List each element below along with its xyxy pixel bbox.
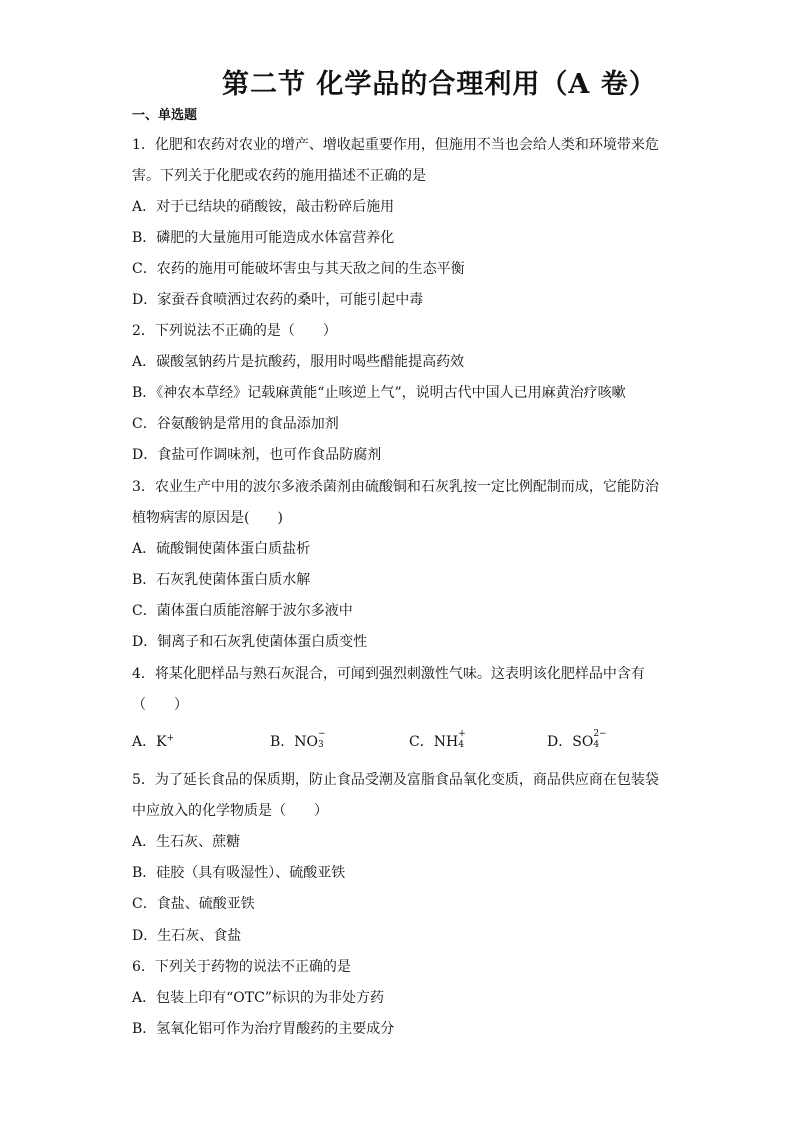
text-line: 3．农业生产中用的波尔多液杀菌剂由硫酸铜和石灰乳按一定比例配制而成，它能防治 [132, 479, 659, 495]
text-line: 植物病害的原因是( ) [132, 510, 283, 526]
text-line: 害。下列关于化肥或农药的施用描述不正确的是 [132, 168, 426, 184]
text-line: 1．化肥和农药对农业的增产、增收起重要作用，但施用不当也会给人类和环境带来危 [132, 137, 659, 153]
option-line: B．氢氧化铝可作为治疗胃酸药的主要成分 [132, 1021, 395, 1037]
option-line: A．硫酸铜使菌体蛋白质盐析 [132, 541, 311, 557]
option-line: D．铜离子和石灰乳使菌体蛋白质变性 [132, 634, 368, 650]
text-line: 中应放入的化学物质是（ ） [132, 803, 328, 819]
q4-option-b: B．NO − 3 [270, 729, 326, 750]
q4-option-c: C．NH + 4 [409, 729, 466, 750]
text-line: 4．将某化肥样品与熟石灰混合，可闻到强烈刺激性气味。这表明该化肥样品中含有 [132, 666, 645, 682]
option-line: B．磷肥的大量施用可能造成水体富营养化 [132, 230, 395, 246]
text-line: 6．下列关于药物的说法不正确的是 [132, 959, 351, 975]
option-line: B．石灰乳使菌体蛋白质水解 [132, 572, 311, 588]
option-line: C．食盐、硫酸亚铁 [132, 896, 255, 912]
section-heading: 一、单选题 [132, 108, 198, 123]
option-line: A．生石灰、蔗糖 [132, 834, 241, 850]
text-line: 5．为了延长食品的保质期，防止食品受潮及富脂食品氧化变质，商品供应商在包装袋 [132, 772, 659, 788]
option-line: D．生石灰、食盐 [132, 928, 242, 944]
option-line: B．《神农本草经》记载麻黄能“止咳逆上气”，说明古代中国人已用麻黄治疗咳嗽 [132, 385, 626, 401]
option-line: C．菌体蛋白质能溶解于波尔多液中 [132, 603, 353, 619]
option-line: D．家蚕吞食喷洒过农药的桑叶，可能引起中毒 [132, 292, 424, 308]
option-line: A．碳酸氢钠药片是抗酸药，服用时喝些醋能提高药效 [132, 354, 465, 370]
option-line: C．谷氨酸钠是常用的食品添加剂 [132, 416, 339, 432]
page-title: 第二节 化学品的合理利用（A 卷） [222, 69, 657, 100]
text-line: （ ） [132, 697, 188, 713]
option-line: C．农药的施用可能破坏害虫与其天敌之间的生态平衡 [132, 261, 465, 277]
option-line: A．包装上印有“OTC”标识的为非处方药 [132, 990, 384, 1006]
option-line: D．食盐可作调味剂，也可作食品防腐剂 [132, 447, 382, 463]
option-line: A．对于已结块的硝酸铵，敲击粉碎后施用 [132, 199, 395, 215]
option-line: B．硅胶（具有吸湿性）、硫酸亚铁 [132, 865, 346, 881]
q4-option-a: A．K+ [132, 733, 175, 750]
q4-option-d: D．SO 2− 4 [547, 729, 607, 750]
text-line: 2．下列说法不正确的是（ ） [132, 323, 337, 339]
